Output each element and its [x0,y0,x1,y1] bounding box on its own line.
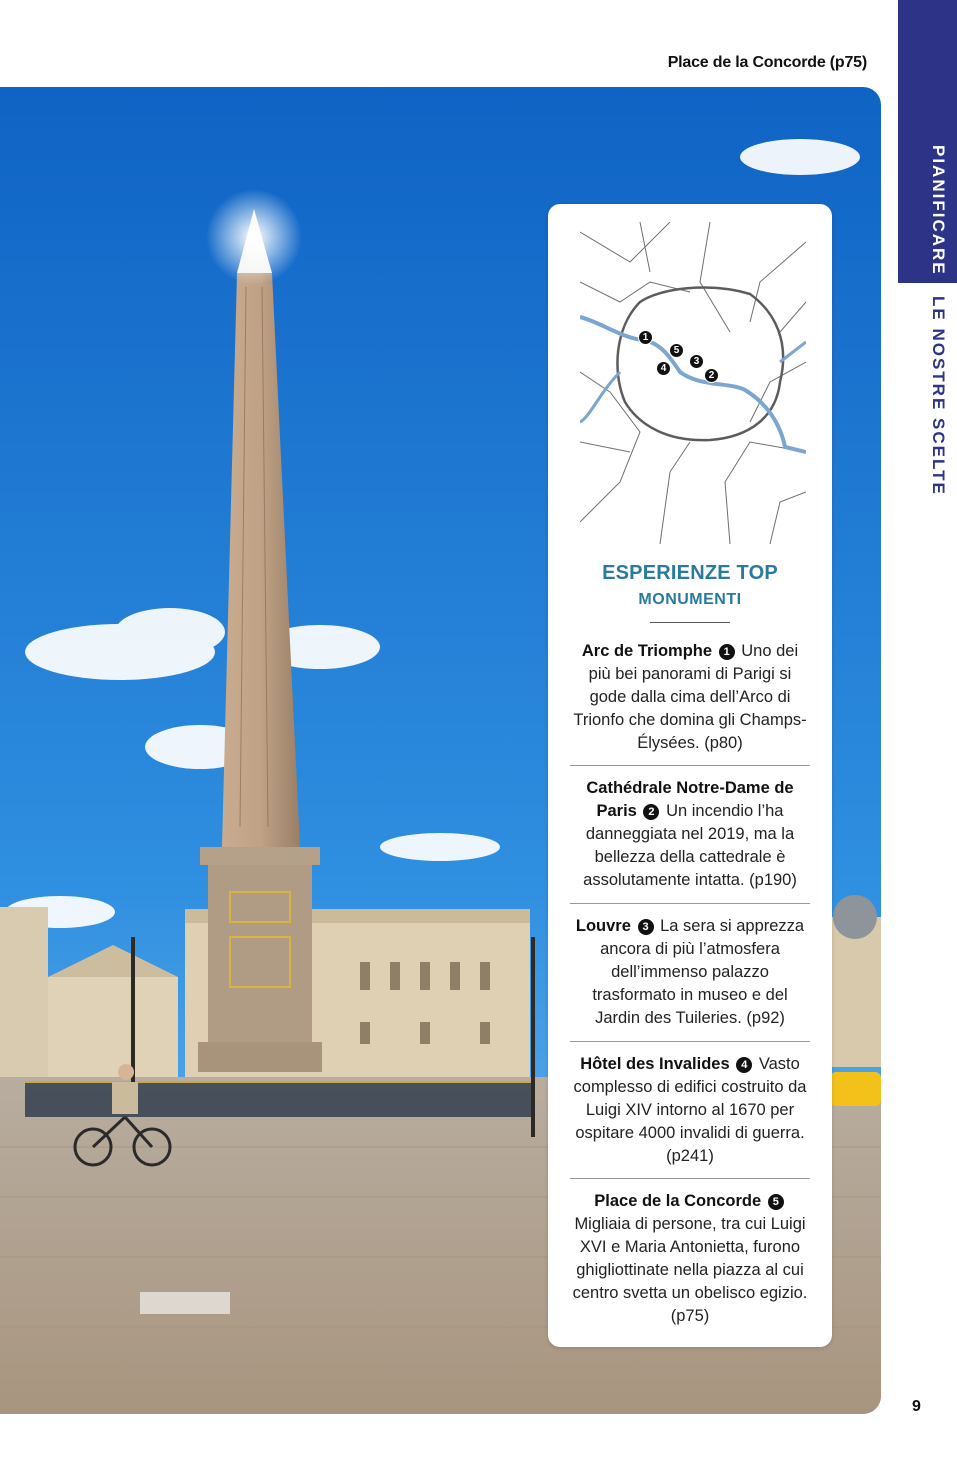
entry-number: 2 [643,804,659,820]
entry-name: Arc de Triomphe [581,642,713,660]
entry-divider [570,1178,810,1179]
map-pin-2: 2 [704,368,719,383]
entry-text: Un incendio l’ha danneggiata nel 2019, ma la bellezza della cattedrale è assolutamente intatta. (p190) [583,802,797,889]
entry-arc-de-triomphe [570,640,810,755]
entry-number: 5 [768,1194,784,1210]
entry-divider [570,903,810,904]
entry-divider [570,765,810,766]
entry-text: La sera si apprezza ancora di più l’atmosfera dell’immenso palazzo trasformato in museo e del Jardin des Tuileries. (p92) [592,917,805,1027]
card-subtitle: MONUMENTI [638,591,742,608]
entry-invalides [570,1053,810,1168]
card-title: ESPERIENZE TOP [602,562,778,584]
chapter-tab-label: PIANIFICARE [929,145,948,276]
page-number: 9 [912,1398,921,1415]
paris-locator-map [580,222,806,544]
entry-name: Cathédrale Notre-Dame de Paris [586,779,794,820]
map-pin-1: 1 [638,330,653,345]
entry-text: Migliaia di persone, tra cui Luigi XVI e Maria Antonietta, furono ghigliottinate nella piazza al cui centro svetta un obelisco egizio. (p75) [572,1215,808,1325]
title-divider [650,622,730,623]
entry-number: 1 [719,644,735,660]
map-pin-5: 5 [669,343,684,358]
map-pin-4: 4 [656,361,671,376]
entry-notre-dame [570,777,810,892]
entry-text: Vasto complesso di edifici costruito da Luigi XIV intorno al 1670 per ospitare 4000 invalidi di guerra. (p241) [573,1055,807,1165]
entry-louvre [570,915,810,1030]
top-experiences-card [548,204,832,1347]
entry-name: Hôtel des Invalides [580,1055,730,1073]
entry-text: Uno dei più bei panorami di Parigi si gode dalla cima dell’Arco di Trionfo che domina gli Champs-Élysées. (p80) [573,642,807,752]
entry-concorde [570,1190,810,1328]
entry-name: Louvre [575,917,631,935]
entry-number: 4 [736,1057,752,1073]
entry-name: Place de la Concorde [594,1192,762,1210]
entry-divider [570,1041,810,1042]
entry-number: 3 [638,919,654,935]
map-pin-3: 3 [689,354,704,369]
photo-caption: Place de la Concorde (p75) [667,54,867,71]
section-label: LE NOSTRE SCELTE [929,296,948,496]
